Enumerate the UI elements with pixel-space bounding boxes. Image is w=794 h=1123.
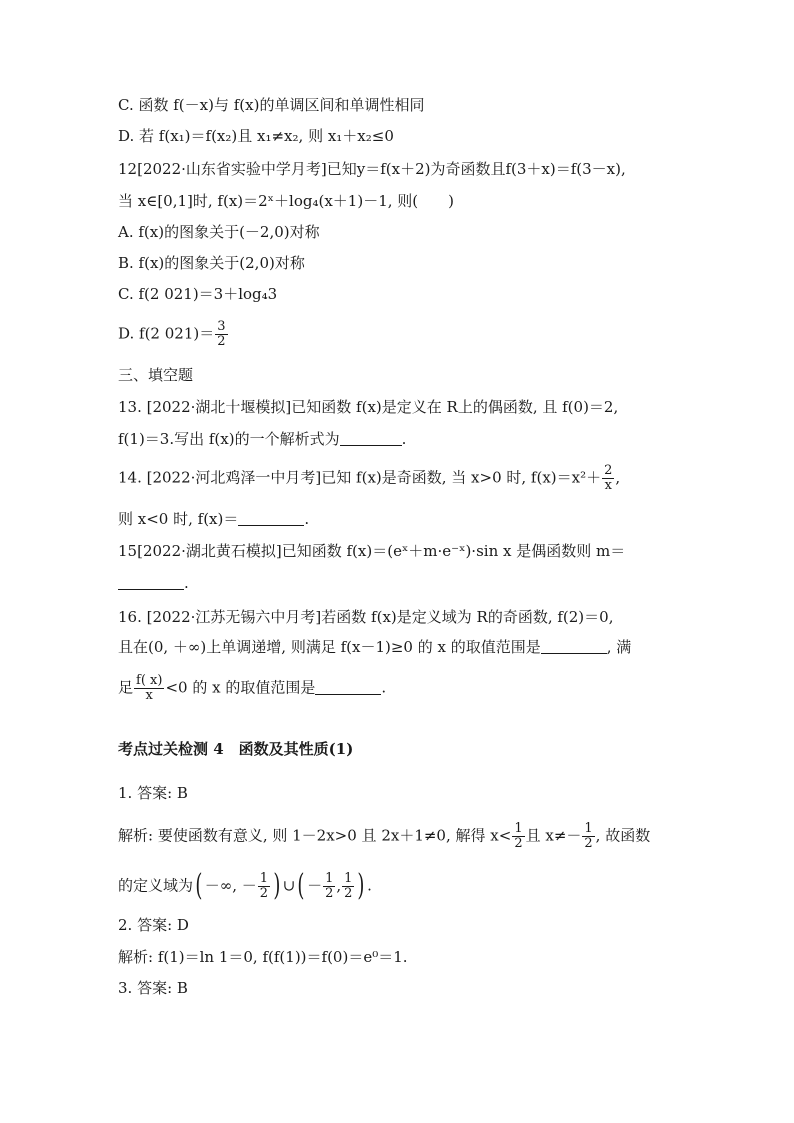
question-12-cont: 当 x∈[0,1]时, f(x)＝2ˣ＋log₄(x＋1)－1, 则( ) <box>118 192 454 210</box>
fraction-numerator: 1 <box>259 871 269 886</box>
answer-blank <box>340 430 402 446</box>
fraction-numerator: 1 <box>344 871 353 886</box>
comma: , <box>336 876 342 895</box>
comma: , <box>615 468 621 487</box>
fraction-numerator: 3 <box>217 319 226 334</box>
period: . <box>367 876 372 895</box>
fraction-1-2 <box>323 872 335 901</box>
period: . <box>184 574 189 592</box>
domain-interval-b: － <box>307 876 323 895</box>
answer-3: 3. 答案: B <box>118 979 188 997</box>
fraction-numerator: 1 <box>514 821 523 836</box>
q12-option-d <box>118 320 229 349</box>
question-16-text-3: 足 <box>118 678 134 697</box>
question-13-line: 13. [2022·湖北十堰模拟]已知函数 f(x)是定义在 R上的偶函数, 且 f(0)＝2, <box>118 398 619 416</box>
option-c-line: C. 函数 f(－x)与 f(x)的单调区间和单调性相同 <box>118 96 425 114</box>
fraction-denominator: x <box>134 688 164 703</box>
fraction-fx-x <box>134 674 164 703</box>
explanation-text-3: , 故函数 <box>595 826 651 845</box>
fraction-1-2 <box>342 872 354 901</box>
fraction-numerator: f( x) <box>136 673 163 688</box>
answer-blank <box>541 638 607 654</box>
fraction-denominator: 2 <box>584 836 593 851</box>
fraction-denominator: 2 <box>217 334 226 349</box>
answer-1-domain <box>118 867 372 903</box>
fraction-numerator: 1 <box>584 821 593 836</box>
answer-2-explanation: 解析: f(1)＝ln 1＝0, f(f(1))＝f(0)＝e⁰＝1. <box>118 948 408 966</box>
answer-blank <box>118 574 184 590</box>
question-15-cont <box>118 572 189 594</box>
question-16-cont <box>118 636 631 658</box>
question-16-text-2: , 满 <box>606 638 632 656</box>
period: . <box>381 678 387 697</box>
question-15-line: 15[2022·湖北黄石模拟]已知函数 f(x)＝(eˣ＋m·e⁻ˣ)·sin x 是偶函数则 m＝ <box>118 542 626 560</box>
fraction-denominator: 2 <box>325 886 334 901</box>
answer-blank <box>238 510 304 526</box>
right-paren: ) <box>357 867 365 903</box>
option-d-line: D. 若 f(x₁)＝f(x₂)且 x₁≠x₂, 则 x₁＋x₂≤0 <box>118 127 394 145</box>
question-14-cont <box>118 508 309 530</box>
fraction-1-2 <box>512 822 524 851</box>
period: . <box>401 430 407 448</box>
question-13-cont <box>118 428 406 450</box>
domain-interval-a: －∞, － <box>204 876 257 895</box>
question-16-text: 且在(0, ＋∞)上单调递增, 则满足 f(x－1)≥0 的 x 的取值范围是 <box>118 638 541 656</box>
explanation-text: 解析: 要使函数有意义, 则 1－2x>0 且 2x＋1≠0, 解得 x< <box>118 826 512 845</box>
fraction-denominator: 2 <box>344 886 353 901</box>
answer-1-explanation <box>118 822 650 851</box>
question-13-text: f(1)＝3.写出 f(x)的一个解析式为 <box>118 430 340 448</box>
answer-1: 1. 答案: B <box>118 784 188 802</box>
answer-blank <box>315 679 381 695</box>
fraction-2-x <box>602 464 614 493</box>
q12-option-d-text: D. f(2 021)＝ <box>118 324 215 343</box>
period: . <box>304 510 310 528</box>
fraction-3-2 <box>215 320 227 349</box>
q12-option-a: A. f(x)的图象关于(－2,0)对称 <box>118 223 320 241</box>
left-paren: ( <box>195 867 203 903</box>
domain-text: 的定义域为 <box>118 876 194 895</box>
question-16-cont-2 <box>118 674 386 703</box>
explanation-text-2: 且 x≠－ <box>525 826 582 845</box>
union-symbol: ∪ <box>282 876 296 895</box>
q12-option-c: C. f(2 021)＝3＋log₄3 <box>118 285 278 303</box>
left-paren: ( <box>297 867 305 903</box>
fraction-denominator: x <box>602 478 614 493</box>
fraction-denominator: 2 <box>259 886 269 901</box>
fraction-denominator: 2 <box>514 836 523 851</box>
fraction-numerator: 2 <box>604 463 613 478</box>
question-16-line: 16. [2022·江苏无锡六中月考]若函数 f(x)是定义域为 R的奇函数, f(2)＝0, <box>118 608 614 626</box>
question-14-line <box>118 464 620 493</box>
answer-2: 2. 答案: D <box>118 916 189 934</box>
section-title: 考点过关检测 4 函数及其性质(1) <box>118 740 354 758</box>
question-16-text-4: <0 的 x 的取值范围是 <box>165 678 316 697</box>
question-14-text-2: 则 x<0 时, f(x)＝ <box>118 510 239 528</box>
fraction-numerator: 1 <box>325 871 334 886</box>
fraction-1-2 <box>258 872 270 901</box>
fraction-1-2 <box>582 822 594 851</box>
question-14-text: 14. [2022·河北鸡泽一中月考]已知 f(x)是奇函数, 当 x>0 时, f(x)＝x²＋ <box>118 468 602 487</box>
right-paren: ) <box>273 867 281 903</box>
q12-option-b: B. f(x)的图象关于(2,0)对称 <box>118 254 305 272</box>
section-heading-fill-blank: 三、填空题 <box>118 366 194 384</box>
question-12-line: 12[2022·山东省实验中学月考]已知y＝f(x＋2)为奇函数且f(3＋x)＝f(3－x), <box>118 160 626 178</box>
